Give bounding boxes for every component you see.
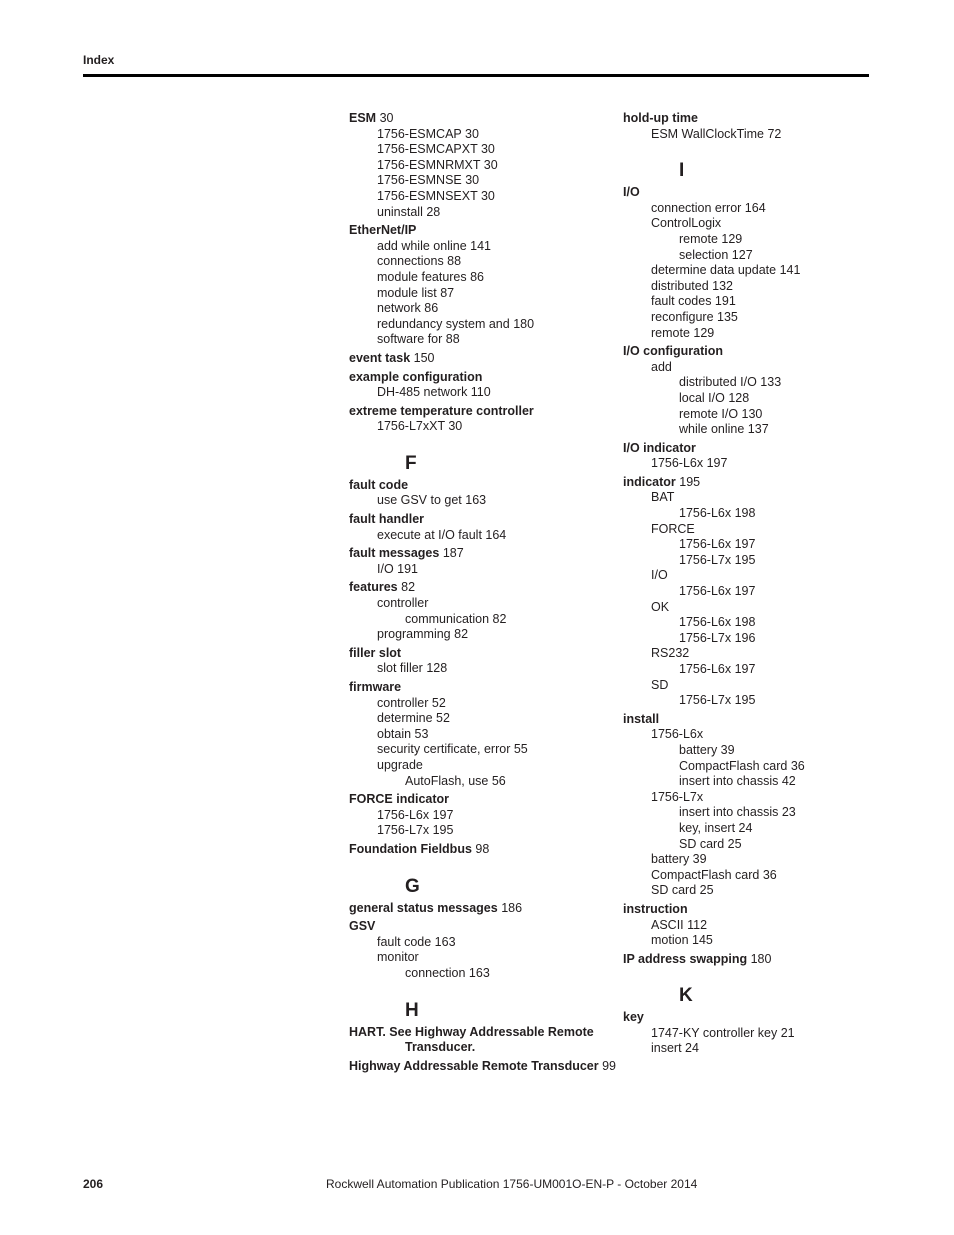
index-term: FORCE indicator: [349, 792, 450, 807]
index-subentry: 1756-L7x: [651, 789, 704, 804]
index-column-right: [623, 108, 863, 1057]
index-subentry: I/O 191: [377, 561, 418, 576]
index-subentry: ControlLogix: [651, 216, 722, 231]
index-subentry: use GSV to get 163: [377, 493, 487, 508]
index-page-ref: 99: [602, 1058, 617, 1073]
index-subsubentry: remote 129: [679, 231, 743, 246]
section-letter: K: [679, 985, 693, 1007]
index-subentry: controller: [377, 596, 429, 611]
index-subentry: add: [651, 359, 672, 374]
index-subentry: ASCII 112: [651, 917, 708, 932]
index-subentry: remote 129: [651, 325, 715, 340]
index-subentry: 1756-ESMNRMXT 30: [377, 157, 498, 172]
index-main-entry: [349, 223, 604, 239]
index-term: ESM: [349, 111, 377, 125]
index-main-entry: [623, 1010, 863, 1026]
index-term: extreme temperature controller: [349, 403, 534, 418]
index-term: firmware: [349, 680, 402, 694]
index-main-entry: [349, 680, 604, 696]
index-subsubentry: CompactFlash card 36: [679, 758, 805, 773]
index-subentry: uninstall 28: [377, 204, 441, 219]
index-subentry: add while online 141: [377, 238, 491, 253]
index-entry-continuation: Transducer.: [405, 1040, 476, 1055]
index-subentry: connections 88: [377, 254, 462, 269]
page-number: 206: [83, 1177, 104, 1191]
index-main-entry: [623, 952, 863, 968]
index-term: hold-up time: [623, 111, 698, 125]
index-subentry: redundancy system and 180: [377, 316, 535, 331]
index-main-entry: [623, 111, 863, 127]
index-subentry: 1756-ESMNSE 30: [377, 173, 480, 188]
index-term: fault messages: [349, 546, 440, 561]
index-subentry: upgrade: [377, 757, 423, 772]
index-subentry: 1756-ESMCAPXT 30: [377, 142, 495, 157]
index-subentry: 1756-L7x 195: [377, 823, 454, 838]
index-page-ref: 187: [442, 546, 464, 561]
index-term: fault code: [349, 477, 409, 492]
index-subentry: 1756-L6x 197: [377, 807, 454, 822]
index-page-ref: 186: [501, 900, 523, 915]
index-term: Foundation Fieldbus: [349, 841, 472, 856]
index-subentry: insert 24: [651, 1041, 699, 1056]
index-main-entry: [349, 512, 604, 528]
index-subentry: module features 86: [377, 269, 485, 284]
index-main-entry: [349, 792, 604, 808]
index-subentry: fault code 163: [377, 934, 456, 949]
index-subentry: programming 82: [377, 627, 469, 642]
index-subsubentry: 1756-L6x 197: [679, 662, 756, 676]
index-main-entry: [349, 919, 604, 935]
index-subsubentry: selection 127: [679, 247, 753, 262]
index-subentry: slot filler 128: [377, 661, 448, 676]
index-term: fault handler: [349, 512, 425, 527]
index-term: general status messages: [349, 900, 498, 915]
index-term: I/O: [623, 185, 640, 200]
index-subentry: obtain 53: [377, 726, 429, 741]
index-main-entry: [623, 475, 863, 491]
index-main-entry: [349, 478, 604, 494]
publication-footer: Rockwell Automation Publication 1756-UM001O-EN-P - October 2014: [326, 1177, 698, 1191]
index-subsubentry: insert into chassis 23: [679, 805, 796, 820]
index-main-entry: [349, 1058, 617, 1075]
index-page-ref: 98: [475, 841, 490, 856]
index-main-entry: [349, 404, 604, 420]
index-subentry: 1756-L7xXT 30: [377, 419, 463, 434]
index-subsubentry: battery 39: [679, 742, 735, 757]
index-term: IP address swapping: [623, 951, 748, 966]
section-letter: I: [679, 160, 685, 182]
index-subentry: SD: [651, 677, 669, 692]
index-main-entry: [349, 842, 604, 858]
index-subsubentry: local I/O 128: [679, 390, 750, 405]
index-subentry: network 86: [377, 301, 439, 316]
index-subentry: distributed 132: [651, 278, 734, 293]
index-subentry: battery 39: [651, 852, 707, 867]
running-header: Index: [83, 53, 115, 67]
index-subentry: SD card 25: [651, 883, 714, 898]
index-term: I/O indicator: [623, 440, 696, 455]
section-letter: H: [405, 999, 419, 1021]
index-term: install: [623, 711, 660, 726]
index-subsubentry: 1756-L6x 198: [679, 615, 756, 630]
section-letter: F: [405, 452, 417, 474]
index-term: Highway Addressable Remote Transducer: [349, 1058, 599, 1073]
index-term: features: [349, 580, 398, 595]
index-main-entry: [349, 646, 604, 662]
index-term: HART. See Highway Addressable Remote: [349, 1024, 594, 1039]
index-subentry: fault codes 191: [651, 294, 736, 309]
section-letter: G: [405, 875, 420, 897]
index-subentry: controller 52: [377, 695, 446, 710]
index-subsubentry: key, insert 24: [679, 820, 753, 835]
index-term: indicator: [623, 474, 676, 489]
index-main-entry: [349, 901, 604, 917]
index-subsubentry: insert into chassis 42: [679, 774, 796, 789]
index-subsubentry: 1756-L6x 197: [679, 537, 756, 552]
index-main-entry: [623, 712, 863, 728]
index-subsubentry: 1756-L7x 195: [679, 552, 756, 567]
index-column-left: [349, 108, 617, 1074]
index-term: example configuration: [349, 369, 483, 384]
index-subentry: DH-485 network 110: [377, 385, 491, 400]
index-subsubentry: 1756-L6x 197: [679, 584, 756, 599]
index-subentry: module list 87: [377, 285, 455, 300]
index-main-entry: [349, 351, 604, 367]
index-page-ref: 195: [679, 474, 701, 489]
index-term: key: [623, 1010, 644, 1025]
index-term: filler slot: [349, 645, 402, 660]
index-subentry: determine 52: [377, 711, 450, 726]
index-subsubentry: remote I/O 130: [679, 406, 763, 421]
index-subentry: RS232: [651, 646, 690, 661]
index-page-ref: 150: [413, 350, 435, 365]
index-main-entry: [623, 185, 863, 201]
index-subentry: monitor: [377, 950, 419, 965]
index-subsubentry: distributed I/O 133: [679, 375, 782, 390]
index-subentry: I/O: [651, 568, 668, 583]
index-subentry: security certificate, error 55: [377, 742, 528, 757]
index-subentry: ESM WallClockTime 72: [651, 126, 782, 141]
index-term: GSV: [349, 919, 376, 934]
index-subentry: 1747-KY controller key 21: [651, 1025, 795, 1040]
index-main-entry: [349, 1025, 604, 1041]
index-subsubentry: 1756-L6x 198: [679, 506, 756, 521]
index-subsubentry: 1756-L7x 196: [679, 630, 756, 645]
index-page-ref: 30: [379, 111, 394, 125]
index-main-entry: [349, 370, 604, 386]
index-subentry: motion 145: [651, 933, 713, 948]
index-main-entry: [349, 546, 604, 562]
index-page-ref: 82: [401, 580, 416, 595]
index-term: event task: [349, 350, 411, 365]
index-subsubentry: 1756-L7x 195: [679, 693, 756, 708]
index-subentry: 1756-L6x: [651, 727, 704, 742]
index-subentry: connection error 164: [651, 200, 766, 215]
index-subsubentry: communication 82: [405, 611, 507, 626]
index-main-entry: [349, 580, 604, 596]
index-term: EtherNet/IP: [349, 223, 417, 238]
index-main-entry: [623, 344, 863, 360]
index-subsubentry: AutoFlash, use 56: [405, 773, 506, 788]
index-subentry: determine data update 141: [651, 263, 801, 278]
index-page-ref: 180: [750, 951, 772, 966]
index-subentry: BAT: [651, 490, 675, 505]
header-rule: [83, 74, 869, 77]
index-subsubentry: connection 163: [405, 965, 490, 980]
index-main-entry: [623, 902, 863, 918]
index-subentry: FORCE: [651, 521, 695, 536]
index-subentry: reconfigure 135: [651, 309, 738, 324]
index-main-entry: [623, 441, 863, 457]
index-subentry: 1756-ESMNSEXT 30: [377, 188, 495, 203]
index-subentry: 1756-ESMCAP 30: [377, 126, 479, 141]
index-subentry: execute at I/O fault 164: [377, 527, 507, 542]
index-term: instruction: [623, 901, 688, 916]
index-subsubentry: while online 137: [679, 422, 769, 437]
index-subentry: OK: [651, 599, 670, 614]
index-subentry: 1756-L6x 197: [651, 456, 728, 471]
index-subentry: CompactFlash card 36: [651, 867, 777, 882]
index-subentry: software for 88: [377, 332, 460, 347]
index-main-entry: [349, 111, 604, 127]
index-subsubentry: SD card 25: [679, 836, 742, 851]
index-term: I/O configuration: [623, 344, 723, 359]
